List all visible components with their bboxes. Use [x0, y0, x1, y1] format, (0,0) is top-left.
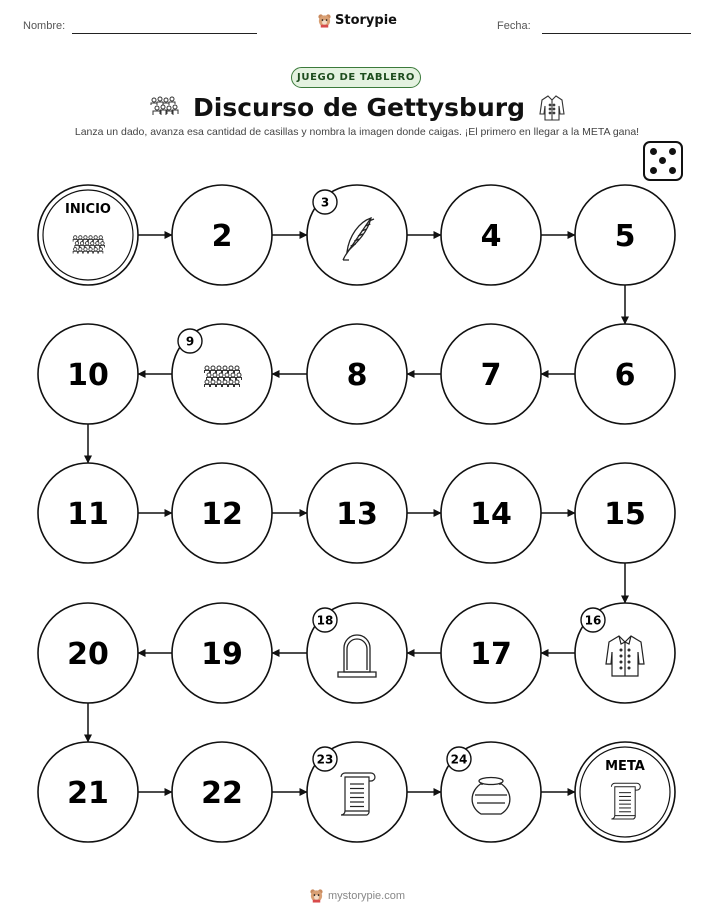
- footer: [0, 888, 714, 906]
- cell-number: 24: [450, 752, 468, 767]
- cell-number: 16: [584, 613, 602, 628]
- cell-number: 21: [67, 776, 109, 811]
- cell-number: 6: [614, 358, 636, 393]
- board-cell: [307, 185, 407, 285]
- board-cell: [172, 742, 272, 842]
- cell-number: 13: [336, 497, 378, 532]
- instructions-text: Lanza un dado, avanza esa cantidad de casillas y nombra la imagen donde caigas. ¡El primero en llegar a la META gana!: [74, 126, 640, 138]
- board-cell: [441, 324, 541, 424]
- name-label: Nombre:: [23, 20, 66, 32]
- cell-number: 20: [67, 637, 109, 672]
- board-cell: [307, 603, 407, 703]
- board-cell: [575, 463, 675, 563]
- board-cell: [575, 185, 675, 285]
- board-cell: [575, 603, 675, 703]
- date-label: Fecha:: [497, 20, 531, 32]
- cell-number: 4: [480, 219, 502, 254]
- cell-number: 5: [614, 219, 636, 254]
- cell-number: 18: [316, 613, 334, 628]
- cell-number: 2: [211, 219, 233, 254]
- cell-number: 9: [185, 334, 195, 349]
- board-cell: [172, 603, 272, 703]
- cell-number: 15: [604, 497, 646, 532]
- bear-icon: [309, 888, 324, 903]
- start-cell: [38, 185, 138, 285]
- board-cell: [575, 324, 675, 424]
- cell-number: 22: [201, 776, 243, 811]
- cell-number: 3: [320, 195, 330, 210]
- board-cell: [172, 324, 272, 424]
- cell-number: 14: [470, 497, 512, 532]
- cell-number-badge: [178, 329, 202, 353]
- game-type-badge: JUEGO DE TABLERO: [291, 67, 421, 88]
- board-cell: [441, 742, 541, 842]
- board-cell: [38, 742, 138, 842]
- cell-label: META: [605, 759, 645, 774]
- cell-number: 8: [346, 358, 368, 393]
- footer-url: mystorypie.com: [327, 889, 406, 902]
- cell-number: 7: [480, 358, 502, 393]
- cell-number: 17: [470, 637, 512, 672]
- board-cell: [441, 603, 541, 703]
- board-cell: [441, 185, 541, 285]
- board-cell: [307, 463, 407, 563]
- cell-number-badge: [313, 747, 337, 771]
- cell-number: 10: [67, 358, 109, 393]
- cell-number: 12: [201, 497, 243, 532]
- board-cell: [441, 463, 541, 563]
- cell-number: 23: [316, 752, 334, 767]
- cell-number-badge: [447, 747, 471, 771]
- board-cell: [38, 324, 138, 424]
- brand-logo: Storypie: [0, 13, 714, 32]
- cell-number-badge: [313, 608, 337, 632]
- board-cell: [307, 324, 407, 424]
- cell-number: 11: [67, 497, 109, 532]
- page-title-text: Discurso de Gettysburg: [193, 93, 525, 122]
- board-cell: [38, 603, 138, 703]
- cell-number-badge: [581, 608, 605, 632]
- board-cell: [307, 742, 407, 842]
- cell-number-badge: [313, 190, 337, 214]
- cell-number: 19: [201, 637, 243, 672]
- board-cell: [172, 185, 272, 285]
- finish-cell: [575, 742, 675, 842]
- cell-label: INICIO: [65, 202, 111, 217]
- board-cell: [172, 463, 272, 563]
- board-cell: [38, 463, 138, 563]
